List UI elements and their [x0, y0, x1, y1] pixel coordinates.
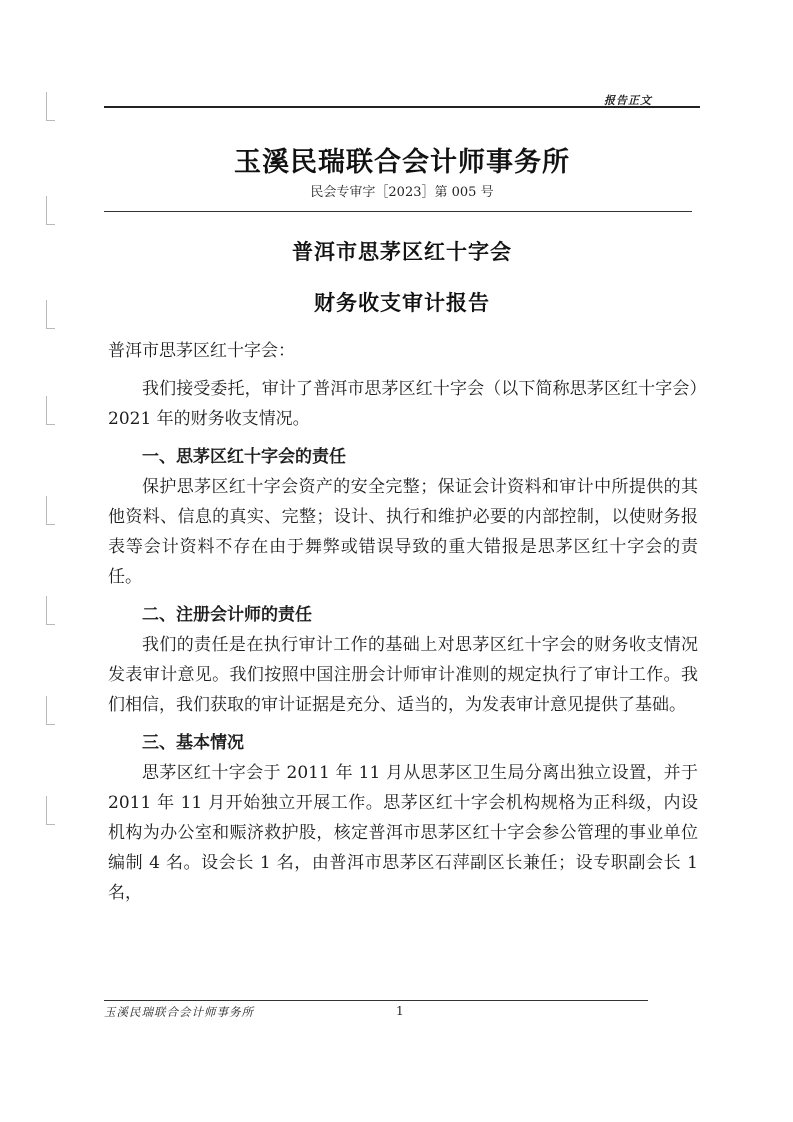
binding-mark [46, 196, 55, 225]
report-body [108, 336, 698, 908]
intro-paragraph: 我们接受委托，审计了普洱市思茅区红十字会（以下简称思茅区红十字会）2021 年的财务收支情况。 [108, 379, 698, 429]
section-heading: 三、基本情况 [142, 733, 244, 753]
header-rule [104, 106, 700, 108]
report-title-line2: 财务收支审计报告 [314, 290, 490, 315]
binding-mark [46, 796, 55, 825]
section-heading: 一、思茅区红十字会的责任 [142, 447, 346, 467]
section-heading: 二、注册会计师的责任 [142, 605, 312, 625]
section-paragraph: 我们的责任是在执行审计工作的基础上对思茅区红十字会的财务收支情况发表审计意见。我们按照中国注册会计师审计准则的规定执行了审计工作。我们相信，我们获取的审计证据是充分、适当的，为发表审计意见提供了基础。 [108, 635, 698, 715]
header-label: 报告正文 [604, 94, 652, 107]
report-title-line1: 普洱市思茅区红十字会 [292, 239, 512, 264]
binding-mark [46, 596, 55, 625]
document-number: 民会专审字［2023］第 005 号 [310, 185, 494, 200]
binding-mark [46, 696, 55, 725]
binding-mark [46, 300, 55, 329]
addressee: 普洱市思茅区红十字会： [108, 341, 295, 361]
section-paragraph: 思茅区红十字会于 2011 年 11 月从思茅区卫生局分离出独立设置，并于 2011 年 11 月开始独立开展工作。思茅区红十字会机构规格为正科级，内设机构为办公室和赈济救护股，核定普洱市思茅区红十字会参公管理的事业单位编制 4 名。设会长 1 名，由普洱市思茅区石萍副区长兼任；设专职副会长 1 名， [108, 763, 698, 903]
title-divider [104, 211, 692, 212]
footer-firm-name: 玉溪民瑞联合会计师事务所 [104, 1005, 254, 1019]
section-paragraph: 保护思茅区红十字会资产的安全完整；保证会计资料和审计中所提供的其他资料、信息的真实、完整；设计、执行和维护必要的内部控制，以使财务报表等会计资料不存在由于舞弊或错误导致的重大错报是思茅区红十字会的责任。 [108, 477, 698, 587]
binding-mark [46, 92, 55, 121]
firm-title: 玉溪民瑞联合会计师事务所 [234, 147, 570, 178]
footer-rule [104, 1000, 648, 1001]
binding-mark [46, 496, 55, 525]
binding-mark [46, 396, 55, 425]
page-number: 1 [396, 1004, 404, 1018]
